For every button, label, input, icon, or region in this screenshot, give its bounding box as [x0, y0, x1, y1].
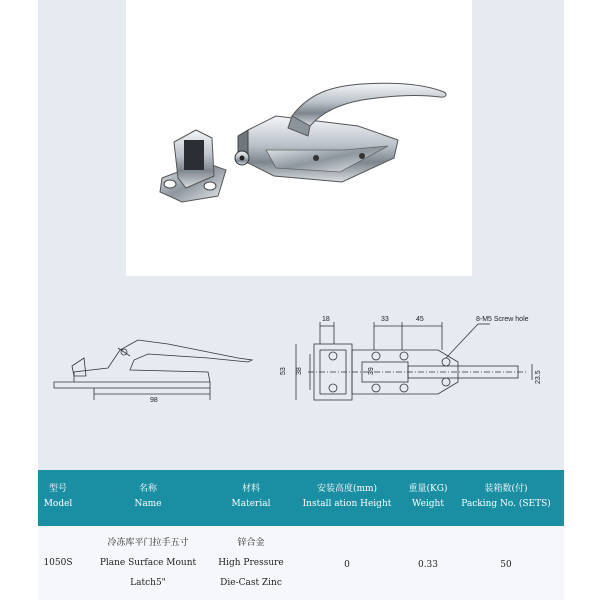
- screw-note-label: 8-M5 Screw hole: [476, 316, 529, 323]
- cell-install-height: 0: [344, 560, 350, 570]
- header-packing: 装箱数(付) Packing No. (SETS): [461, 484, 551, 509]
- cell-material: 锌合金 High Pressure Die-Cast Zinc: [218, 538, 284, 588]
- header-name: 名称 Name: [134, 484, 162, 509]
- technical-drawing: [38, 306, 564, 422]
- front-view: [280, 316, 542, 400]
- dim-23-5-label: 23.5: [535, 370, 542, 384]
- cell-packing: 50: [500, 560, 512, 570]
- keeper-part: [160, 130, 226, 202]
- dim-39-label: 39: [368, 367, 375, 375]
- cell-name: 冷冻库平门拉手五寸 Plane Surface Mount Latch5": [99, 538, 197, 588]
- dim-33-label: 33: [381, 316, 389, 323]
- side-length-label: 98: [150, 397, 158, 404]
- latch-body: [235, 116, 398, 182]
- dim-38-label: 38: [296, 367, 303, 375]
- dim-53-label: 53: [280, 367, 287, 375]
- header-install-height: 安装高度(mm) Install ation Height: [302, 484, 392, 509]
- dim-45-label: 45: [416, 316, 424, 323]
- header-weight: 重量(KG) Weight: [408, 484, 448, 509]
- product-photo: [126, 0, 472, 276]
- cell-weight: 0.33: [417, 560, 439, 570]
- side-view: [54, 340, 252, 404]
- spec-table-row: [38, 526, 564, 600]
- header-material: 材料 Material: [231, 484, 271, 509]
- dim-18-label: 18: [322, 316, 330, 323]
- spec-table-header: [38, 470, 564, 526]
- cell-model: 1050S: [43, 558, 73, 568]
- header-model: 型号 Model: [43, 484, 73, 509]
